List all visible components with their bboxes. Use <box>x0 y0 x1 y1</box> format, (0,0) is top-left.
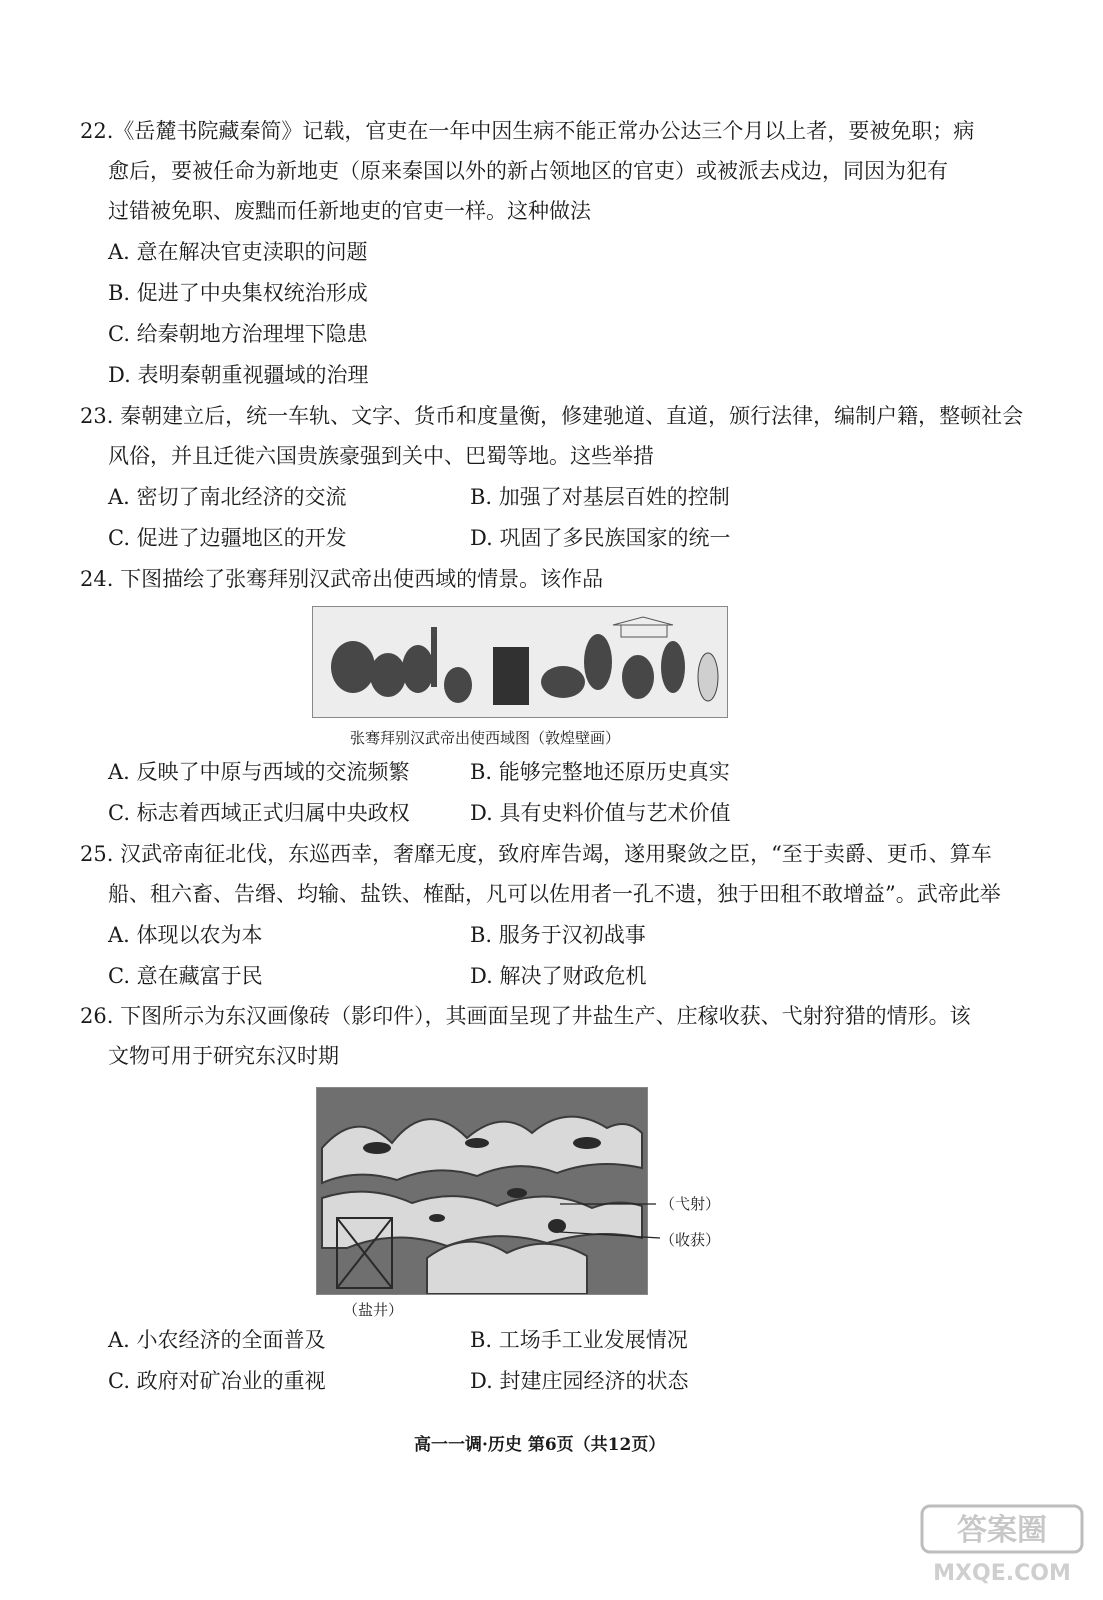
svg-text:MXQE.COM: MXQE.COM <box>933 1561 1071 1586</box>
q24-figure-caption: 张骞拜别汉武帝出使西域图（敦煌壁画） <box>350 729 621 747</box>
q23-option-a: A. 密切了南北经济的交流 <box>108 485 347 509</box>
q22-option-d: D. 表明秦朝重视疆域的治理 <box>108 363 369 387</box>
q25-stem-line1: 25. 汉武帝南征北伐，东巡西幸，奢靡无度，致府库告竭，遂用聚敛之臣，“至于卖爵、更币、算车 <box>80 842 992 866</box>
q24-option-b: B. 能够完整地还原历史真实 <box>470 760 730 784</box>
q23-option-b: B. 加强了对基层百姓的控制 <box>470 485 730 509</box>
q22-stem-line1: 22.《岳麓书院藏秦简》记载，官吏在一年中因生病不能正常办公达三个月以上者，要被免职；病 <box>80 119 975 143</box>
q26-option-d: D. 封建庄园经济的状态 <box>470 1369 689 1393</box>
q24-option-a: A. 反映了中原与西域的交流频繁 <box>108 760 410 784</box>
q25-stem-line2: 船、租六畜、告缗、均输、盐铁、榷酤，凡可以佐用者一孔不遗，独于田租不敢增益”。武帝此举 <box>108 882 1001 906</box>
q25-option-a: A. 体现以农为本 <box>108 923 263 947</box>
q23-stem-line1: 23. 秦朝建立后，统一车轨、文字、货币和度量衡，修建驰道、直道，颁行法律，编制户籍，整顿社会 <box>80 404 1024 428</box>
q23-stem-line2: 风俗，并且迁徙六国贵族豪强到关中、巴蜀等地。这些举措 <box>108 444 654 468</box>
q24-option-c: C. 标志着西域正式归属中央政权 <box>108 801 410 825</box>
q23-option-d: D. 巩固了多民族国家的统一 <box>470 526 731 550</box>
dunhuang-mural-image <box>312 606 728 718</box>
watermark-logo <box>916 1500 1088 1592</box>
q26-option-c: C. 政府对矿冶业的重视 <box>108 1369 326 1393</box>
q22-option-a: A. 意在解决官吏渎职的问题 <box>108 240 368 264</box>
label-yishe: （弋射） <box>660 1195 721 1213</box>
q23-option-c: C. 促进了边疆地区的开发 <box>108 526 347 550</box>
q24-option-d: D. 具有史料价值与艺术价值 <box>470 801 731 825</box>
label-shouhuo: （收获） <box>660 1231 721 1249</box>
q25-option-c: C. 意在藏富于民 <box>108 964 263 988</box>
q26-stem-line2: 文物可用于研究东汉时期 <box>108 1044 339 1068</box>
label-yanjing: （盐井） <box>343 1301 404 1319</box>
page-footer: 高一一调·历史 第6页（共12页） <box>414 1435 666 1455</box>
q22-option-c: C. 给秦朝地方治理埋下隐患 <box>108 322 368 346</box>
q26-option-b: B. 工场手工业发展情况 <box>470 1328 688 1352</box>
q24-stem-line1: 24. 下图描绘了张骞拜别汉武帝出使西域的情景。该作品 <box>80 567 604 591</box>
q25-option-d: D. 解决了财政危机 <box>470 964 647 988</box>
q22-stem-line2: 愈后，要被任命为新地吏（原来秦国以外的新占领地区的官吏）或被派去戍边，同因为犯有 <box>108 159 948 183</box>
q22-option-b: B. 促进了中央集权统治形成 <box>108 281 368 305</box>
q26-stem-line1: 26. 下图所示为东汉画像砖（影印件），其画面呈现了井盐生产、庄稼收获、弋射狩猎的情形。该 <box>80 1004 971 1028</box>
q25-option-b: B. 服务于汉初战事 <box>470 923 646 947</box>
q26-option-a: A. 小农经济的全面普及 <box>108 1328 326 1352</box>
svg-text:答案圈: 答案圈 <box>957 1513 1047 1548</box>
callout-lines <box>560 1190 670 1240</box>
q22-stem-line3: 过错被免职、废黜而任新地吏的官吏一样。这种做法 <box>108 199 591 223</box>
